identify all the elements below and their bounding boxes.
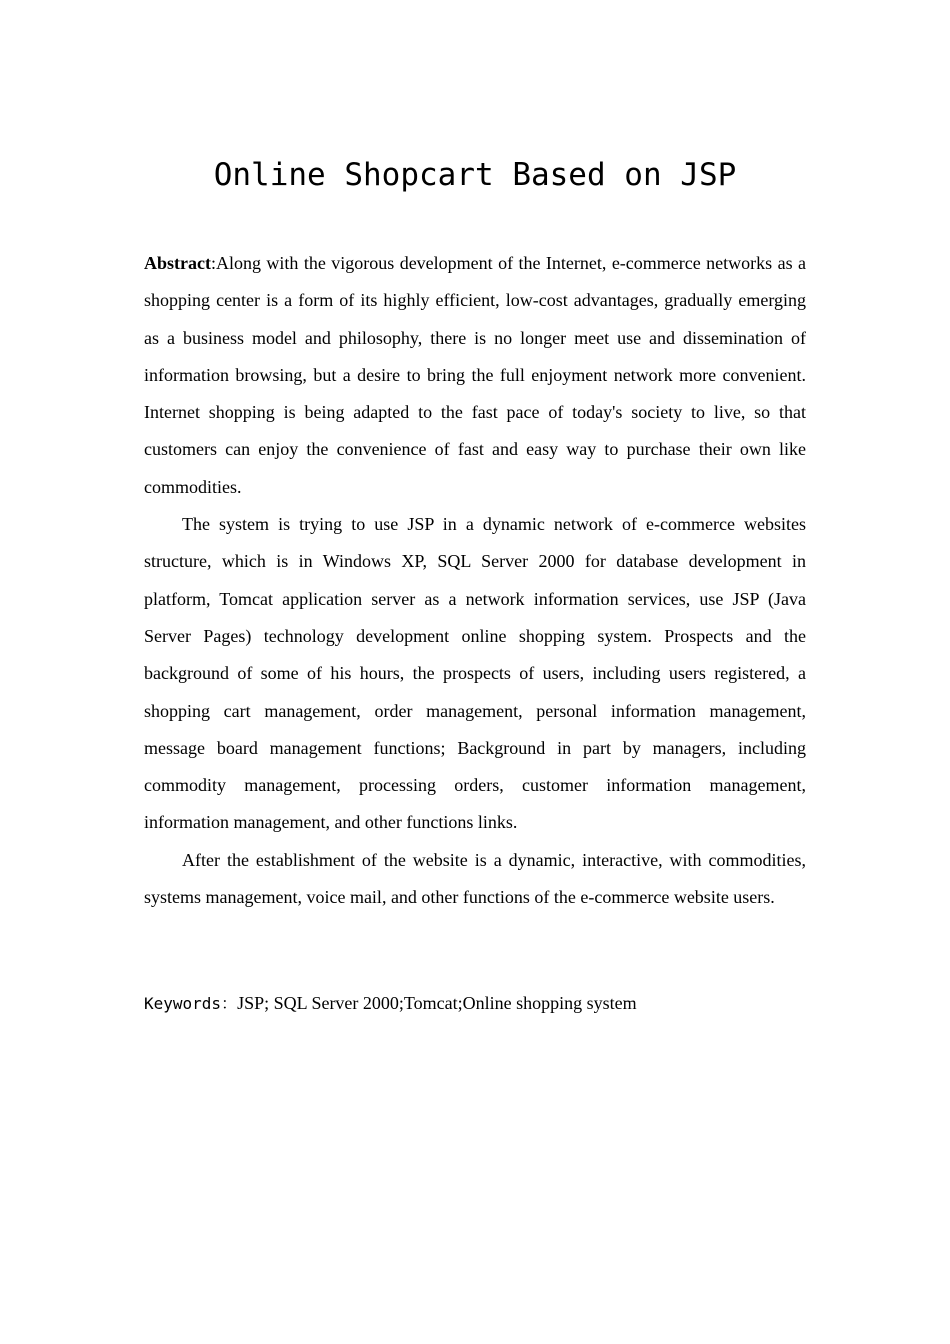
abstract-separator: :	[210, 253, 216, 273]
page-title: Online Shopcart Based on JSP	[213, 157, 737, 193]
keywords-line	[144, 988, 806, 1019]
keywords-label: Keywords：	[144, 994, 238, 1013]
abstract-paragraph-3: After the establishment of the website is a dynamic, interactive, with commodities, systems management, voice mail, and other functions of the e-commerce website users.	[144, 849, 806, 908]
keywords-value: JSP; SQL Server 2000;Tomcat;Online shopping system	[237, 993, 637, 1013]
abstract-label: Abstract	[144, 253, 211, 273]
abstract-paragraph-1	[144, 245, 806, 506]
abstract-paragraph-1-text: Along with the vigorous development of the Internet, e-commerce networks as a shopping center is a form of its highly efficient, low-cost advantages, gradually emerging as a business model and philosophy, there is no longer meet use and dissemination of information browsing, but a desire to bring the full enjoyment network more convenient. Internet shopping is being adapted to the fast pace of today's society to live, so that customers can enjoy the convenience of fast and easy way to purchase their own like commodities.	[144, 253, 806, 497]
abstract-section	[144, 245, 806, 916]
abstract-paragraph-2: The system is trying to use JSP in a dynamic network of e-commerce websites structure, which is in Windows XP, SQL Server 2000 for database development in platform, Tomcat application server as a network information services, use JSP (Java Server Pages) technology development online shopping system. Prospects and the background of some of his hours, the prospects of users, including users registered, a shopping cart management, order management, personal information management, message board management functions; Background in part by managers, including commodity management, processing orders, customer information management, information management, and other functions links.	[144, 514, 806, 833]
